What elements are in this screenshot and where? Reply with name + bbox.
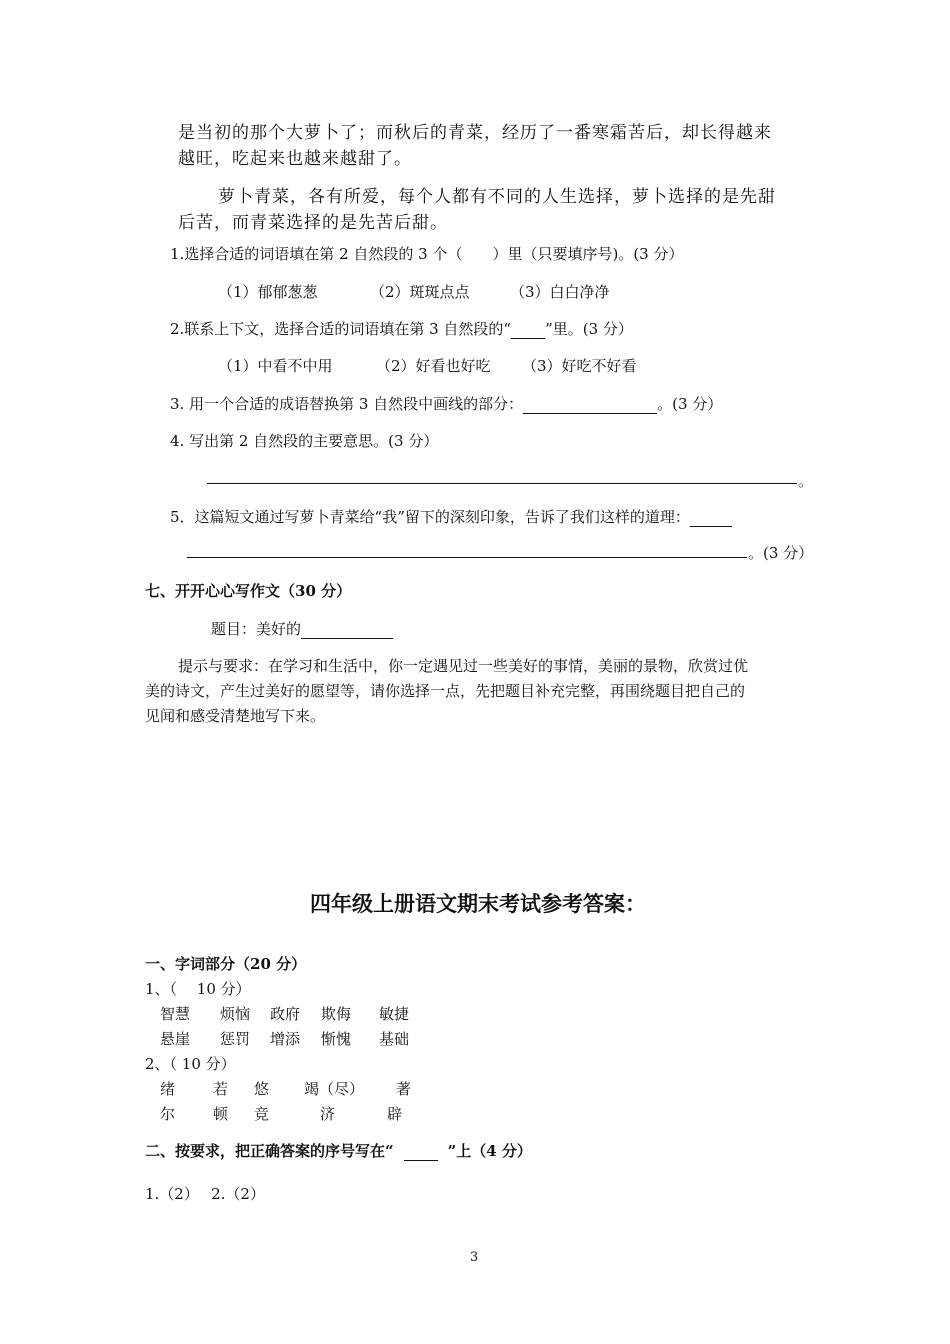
passage-line: 是当初的那个大萝卜了；而秋后的青菜，经历了一番寒霜苦后，却长得越来 (178, 123, 772, 143)
answers-char: 若 (213, 1080, 229, 1098)
answers-section-2-values: 1.（2） 2.（2） (145, 1185, 265, 1203)
composition-requirement: 提示与要求：在学习和生活中，你一定遇见过一些美好的事情，美丽的景物，欣赏过优 (178, 657, 749, 675)
composition-requirement: 美的诗文，产生过美好的愿望等，请你选择一点，先把题目补充完整，再围绕题目把自己的 (145, 682, 746, 700)
line-end-mark: 。 (798, 472, 814, 490)
question-5 (170, 506, 732, 527)
question-3-text-end: 。(3 分） (657, 395, 723, 413)
answers-char: 绪 (160, 1080, 176, 1098)
answers-section-2-text: 二、按要求，把正确答案的序号写在“ (145, 1142, 394, 1160)
question-2-text-end: ”里。(3 分） (545, 320, 633, 338)
passage-line: 萝卜青菜，各有所爱，每个人都有不同的人生选择，萝卜选择的是先甜 (218, 187, 776, 207)
answer-line (187, 557, 747, 558)
q1-option: （1）郁郁葱葱 (218, 283, 318, 301)
answers-char: 尔 (160, 1105, 176, 1123)
question-4: 4. 写出第 2 自然段的主要意思。(3 分） (170, 432, 439, 450)
q1-option: （2）斑斑点点 (370, 283, 470, 301)
question-2-text: 2.联系上下文，选择合适的词语填在第 3 自然段的“ (170, 320, 512, 338)
question-3 (170, 393, 722, 414)
question-3-text: 3. 用一个合适的成语替换第 3 自然段中画线的部分： (170, 395, 524, 413)
answers-char: 著 (396, 1080, 412, 1098)
answers-word: 惭愧 (321, 1030, 352, 1048)
page-number: 3 (470, 1250, 479, 1265)
composition-topic-label: 题目：美好的 (211, 620, 302, 638)
topic-blank (301, 624, 393, 639)
answers-word: 政府 (270, 1005, 301, 1023)
question-2 (170, 318, 633, 339)
answers-sub-1-label: 1、（ 10 分） (145, 980, 251, 998)
passage-line: 后苦，而青菜选择的是先苦后甜。 (178, 213, 448, 233)
q2-option: （3）好吃不好看 (522, 357, 637, 375)
question-1: 1.选择合适的词语填在第 2 自然段的 3 个（ ）里（只要填序号)。(3 分） (170, 245, 684, 263)
answer-blank (523, 399, 657, 414)
composition-heading: 七、开开心心写作文（30 分） (145, 582, 352, 600)
answers-word: 基础 (379, 1030, 410, 1048)
answer-blank (404, 1146, 438, 1161)
composition-topic (211, 618, 393, 639)
answers-char: 竭（尽） (304, 1080, 365, 1098)
answer-line (207, 483, 797, 484)
answers-title: 四年级上册语文期末考试参考答案： (310, 891, 646, 916)
answers-char: 悠 (254, 1080, 270, 1098)
passage-line: 越旺，吃起来也越来越甜了。 (178, 149, 412, 169)
answers-word: 悬崖 (160, 1030, 191, 1048)
answers-char: 济 (320, 1105, 336, 1123)
answers-section-2-text-end: ”上（4 分） (447, 1142, 532, 1160)
composition-requirement: 见闻和感受清楚地写下来。 (145, 707, 326, 725)
q2-option: （2）好看也好吃 (376, 357, 491, 375)
answers-word: 敏捷 (379, 1005, 410, 1023)
answers-word: 欺侮 (321, 1005, 352, 1023)
answers-section-2-heading (145, 1140, 532, 1161)
answers-word: 智慧 (160, 1005, 191, 1023)
q2-option: （1）中看不中用 (218, 357, 333, 375)
answers-word: 惩罚 (220, 1030, 251, 1048)
answers-char: 竞 (254, 1105, 270, 1123)
answers-sub-2-label: 2、（ 10 分） (145, 1055, 236, 1073)
answer-blank (690, 512, 732, 527)
answers-word: 烦恼 (220, 1005, 251, 1023)
answer-blank (511, 324, 545, 339)
answers-section-1-heading: 一、字词部分（20 分） (145, 955, 307, 973)
answers-char: 顿 (213, 1105, 229, 1123)
answers-word: 增添 (270, 1030, 301, 1048)
question-5-text: 5．这篇短文通过写萝卜青菜给“我”留下的深刻印象，告诉了我们这样的道理： (170, 508, 690, 526)
q1-option: （3）白白净净 (510, 283, 610, 301)
question-5-score: 。(3 分） (748, 544, 814, 562)
answers-char: 辟 (387, 1105, 403, 1123)
